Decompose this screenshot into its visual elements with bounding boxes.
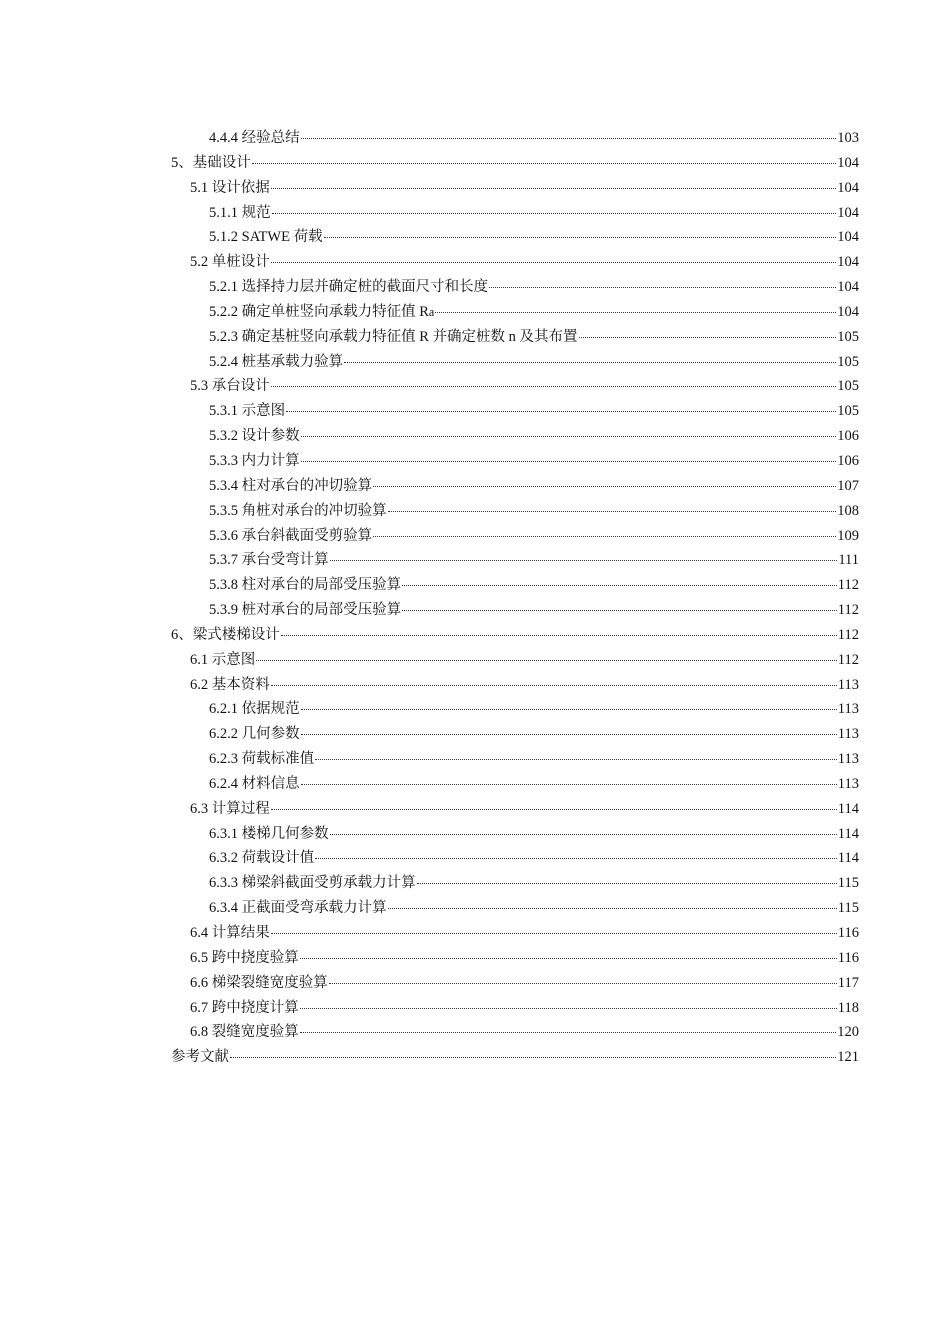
dot-leader bbox=[330, 560, 838, 561]
dot-leader bbox=[402, 610, 837, 611]
toc-entry-title: 6.8 裂缝宽度验算 bbox=[190, 1024, 299, 1041]
toc-entry[interactable] bbox=[209, 275, 859, 300]
toc-entry-page-number: 113 bbox=[837, 751, 859, 768]
toc-entry-title: 5.3.8 柱对承台的局部受压验算 bbox=[209, 577, 402, 594]
dot-leader bbox=[301, 734, 837, 735]
dot-leader bbox=[388, 908, 837, 909]
dot-leader bbox=[271, 933, 837, 934]
toc-entry[interactable] bbox=[209, 573, 859, 598]
toc-entry-page-number: 104 bbox=[837, 303, 859, 320]
toc-entry[interactable] bbox=[190, 946, 859, 971]
toc-entry-page-number: 116 bbox=[837, 949, 859, 966]
toc-entry[interactable] bbox=[209, 747, 859, 772]
toc-entry-page-number: 113 bbox=[837, 701, 859, 718]
toc-entry-title: 5、基础设计 bbox=[171, 154, 251, 171]
dot-leader bbox=[271, 262, 837, 263]
toc-entry-page-number: 103 bbox=[837, 130, 859, 146]
toc-entry[interactable] bbox=[190, 971, 859, 996]
toc-entry-page-number: 112 bbox=[837, 651, 859, 668]
toc-entry[interactable] bbox=[209, 772, 859, 797]
toc-entry-page-number: 117 bbox=[837, 974, 859, 991]
toc-entry[interactable] bbox=[190, 996, 859, 1021]
toc-entry-title: 4.4.4 经验总结 bbox=[209, 130, 300, 146]
toc-entry-page-number: 104 bbox=[837, 254, 859, 271]
toc-entry-title: 5.3.5 角桩对承台的冲切验算 bbox=[209, 502, 387, 519]
toc-entry-page-number: 115 bbox=[837, 875, 859, 892]
toc-entry[interactable] bbox=[209, 548, 859, 573]
toc-entry[interactable] bbox=[190, 1020, 859, 1045]
toc-entry-title: 6.2.2 几何参数 bbox=[209, 726, 300, 743]
toc-entry-page-number: 114 bbox=[837, 825, 859, 842]
toc-entry-title: 5.3.9 桩对承台的局部受压验算 bbox=[209, 602, 402, 619]
toc-entry-title: 5.3.1 示意图 bbox=[209, 403, 286, 420]
toc-entry-page-number: 104 bbox=[837, 154, 859, 171]
toc-entry-page-number: 114 bbox=[837, 800, 859, 817]
toc-entry-page-number: 106 bbox=[837, 428, 859, 445]
toc-entry-page-number: 104 bbox=[837, 179, 859, 196]
dot-leader bbox=[489, 287, 836, 288]
toc-entry[interactable] bbox=[209, 300, 859, 325]
dot-leader bbox=[329, 983, 837, 984]
toc-entry-page-number: 112 bbox=[837, 577, 859, 594]
toc-entry[interactable] bbox=[209, 225, 859, 250]
toc-entry[interactable] bbox=[209, 598, 859, 623]
toc-entry-title: 5.2.4 桩基承载力验算 bbox=[209, 353, 344, 370]
toc-entry-title: 6.3 计算过程 bbox=[190, 800, 270, 817]
toc-entry-page-number: 105 bbox=[837, 328, 859, 345]
toc-entry[interactable] bbox=[190, 797, 859, 822]
dot-leader bbox=[315, 759, 837, 760]
toc-entry-page-number: 113 bbox=[837, 676, 859, 693]
toc-entry-page-number: 114 bbox=[837, 850, 859, 867]
toc-entry[interactable] bbox=[209, 126, 859, 151]
toc-entry-title: 6.4 计算结果 bbox=[190, 925, 270, 941]
toc-entry-title: 6、梁式楼梯设计 bbox=[171, 626, 280, 643]
toc-entry-title: 6.3.4 正截面受弯承载力计算 bbox=[209, 900, 387, 917]
toc-entry-page-number: 104 bbox=[837, 279, 859, 296]
toc-entry-page-number: 111 bbox=[838, 552, 859, 569]
toc-entry[interactable] bbox=[171, 623, 859, 648]
dot-leader bbox=[272, 213, 837, 214]
toc-entry-title: 5.3 承台设计 bbox=[190, 378, 270, 395]
toc-entry-title: 5.1 设计依据 bbox=[190, 179, 270, 196]
toc-entry-title: 5.3.3 内力计算 bbox=[209, 452, 300, 469]
toc-entry-title: 6.2.1 依据规范 bbox=[209, 701, 300, 718]
toc-entry-title: 5.2.2 确定单桩竖向承载力特征值 R bbox=[209, 303, 429, 320]
dot-leader bbox=[300, 958, 837, 959]
dot-leader bbox=[300, 1008, 837, 1009]
dot-leader bbox=[252, 163, 837, 164]
toc-entry-title: 5.3.2 设计参数 bbox=[209, 428, 300, 445]
toc-entry-page-number: 112 bbox=[837, 602, 859, 619]
toc-entry[interactable] bbox=[171, 151, 859, 176]
toc-entry[interactable] bbox=[209, 722, 859, 747]
toc-entry[interactable] bbox=[190, 673, 859, 698]
toc-entry-title: 6.3.3 梯梁斜截面受剪承载力计算 bbox=[209, 875, 416, 892]
toc-entry[interactable] bbox=[190, 374, 859, 399]
toc-entry-page-number: 104 bbox=[837, 229, 859, 246]
dot-leader bbox=[301, 461, 837, 462]
toc-entry-page-number: 109 bbox=[837, 527, 859, 544]
toc-entry[interactable] bbox=[209, 350, 859, 375]
toc-entry-page-number: 116 bbox=[837, 925, 859, 941]
dot-leader bbox=[301, 436, 837, 437]
toc-entry[interactable] bbox=[209, 424, 859, 449]
dot-leader bbox=[435, 312, 836, 313]
dot-leader bbox=[402, 585, 837, 586]
toc-entry[interactable] bbox=[209, 822, 859, 847]
toc-entry[interactable] bbox=[209, 201, 859, 226]
toc-entry[interactable] bbox=[209, 474, 859, 499]
toc-entry-title: 6.2.3 荷载标准值 bbox=[209, 751, 315, 768]
toc-entry[interactable] bbox=[209, 449, 859, 474]
dot-leader bbox=[579, 337, 837, 338]
toc-entry-title: 5.2 单桩设计 bbox=[190, 254, 270, 271]
dot-leader bbox=[271, 685, 837, 686]
toc-entry-page-number: 115 bbox=[837, 900, 859, 917]
toc-entry-page-number: 106 bbox=[837, 452, 859, 469]
dot-leader bbox=[300, 1032, 837, 1033]
toc-entry-title: 5.3.6 承台斜截面受剪验算 bbox=[209, 527, 373, 544]
dot-leader bbox=[256, 660, 837, 661]
toc-entry-title: 6.7 跨中挠度计算 bbox=[190, 999, 299, 1016]
toc-entry-page-number: 113 bbox=[837, 775, 859, 792]
toc-entry[interactable] bbox=[171, 1045, 859, 1070]
toc-entry[interactable] bbox=[209, 499, 859, 524]
toc-entry-page-number: 120 bbox=[837, 1024, 859, 1041]
toc-entry-title: 6.2.4 材料信息 bbox=[209, 775, 300, 792]
toc-entry[interactable] bbox=[209, 896, 859, 921]
toc-entry-title: 5.1.2 SATWE 荷载 bbox=[209, 229, 323, 246]
toc-entry[interactable] bbox=[190, 921, 859, 946]
dot-leader bbox=[271, 386, 837, 387]
toc-entry[interactable] bbox=[209, 524, 859, 549]
table-of-contents bbox=[0, 126, 950, 1070]
toc-entry-title: 6.1 示意图 bbox=[190, 651, 256, 668]
dot-leader bbox=[388, 511, 837, 512]
toc-entry-page-number: 105 bbox=[837, 403, 859, 420]
toc-entry-title: 6.6 梯梁裂缝宽度验算 bbox=[190, 974, 328, 991]
toc-entry-page-number: 105 bbox=[837, 378, 859, 395]
toc-entry-title: 5.1.1 规范 bbox=[209, 204, 271, 221]
dot-leader bbox=[301, 784, 837, 785]
toc-entry[interactable] bbox=[190, 176, 859, 201]
toc-entry[interactable] bbox=[209, 325, 859, 350]
toc-entry-title: 5.3.7 承台受弯计算 bbox=[209, 552, 329, 569]
dot-leader bbox=[271, 188, 837, 189]
dot-leader bbox=[373, 486, 836, 487]
toc-entry[interactable] bbox=[209, 871, 859, 896]
toc-entry-page-number: 121 bbox=[837, 1049, 859, 1066]
toc-entry-title: 5.3.4 柱对承台的冲切验算 bbox=[209, 477, 373, 494]
toc-entry[interactable] bbox=[190, 648, 859, 673]
dot-leader bbox=[344, 362, 836, 363]
toc-entry-title: 6.3.1 楼梯几何参数 bbox=[209, 825, 329, 842]
dot-leader bbox=[373, 536, 836, 537]
toc-entry-title: 6.5 跨中挠度验算 bbox=[190, 949, 299, 966]
toc-entry-page-number: 107 bbox=[837, 477, 859, 494]
toc-entry-title: 5.2.1 选择持力层并确定桩的截面尺寸和长度 bbox=[209, 279, 489, 296]
toc-entry[interactable] bbox=[209, 846, 859, 871]
dot-leader bbox=[301, 138, 837, 139]
dot-leader bbox=[417, 883, 837, 884]
dot-leader bbox=[286, 411, 836, 412]
dot-leader bbox=[315, 858, 837, 859]
toc-entry-title: 参考文献 bbox=[171, 1049, 229, 1066]
dot-leader bbox=[301, 709, 837, 710]
dot-leader bbox=[230, 1057, 836, 1058]
toc-entry-page-number: 108 bbox=[837, 502, 859, 519]
toc-entry-page-number: 113 bbox=[837, 726, 859, 743]
dot-leader bbox=[271, 809, 837, 810]
dot-leader bbox=[330, 834, 837, 835]
toc-entry-page-number: 118 bbox=[837, 999, 859, 1016]
dot-leader bbox=[324, 237, 837, 238]
toc-entry[interactable] bbox=[190, 250, 859, 275]
toc-entry-page-number: 112 bbox=[837, 626, 859, 643]
dot-leader bbox=[281, 635, 837, 636]
toc-entry[interactable] bbox=[209, 697, 859, 722]
toc-entry[interactable] bbox=[209, 399, 859, 424]
toc-entry-subscript: a bbox=[428, 304, 435, 319]
toc-entry-title: 6.3.2 荷载设计值 bbox=[209, 850, 315, 867]
toc-entry-page-number: 104 bbox=[837, 204, 859, 221]
toc-entry-title: 6.2 基本资料 bbox=[190, 676, 270, 693]
toc-entry-title: 5.2.3 确定基桩竖向承载力特征值 R 并确定桩数 n 及其布置 bbox=[209, 328, 578, 345]
toc-entry-page-number: 105 bbox=[837, 353, 859, 370]
